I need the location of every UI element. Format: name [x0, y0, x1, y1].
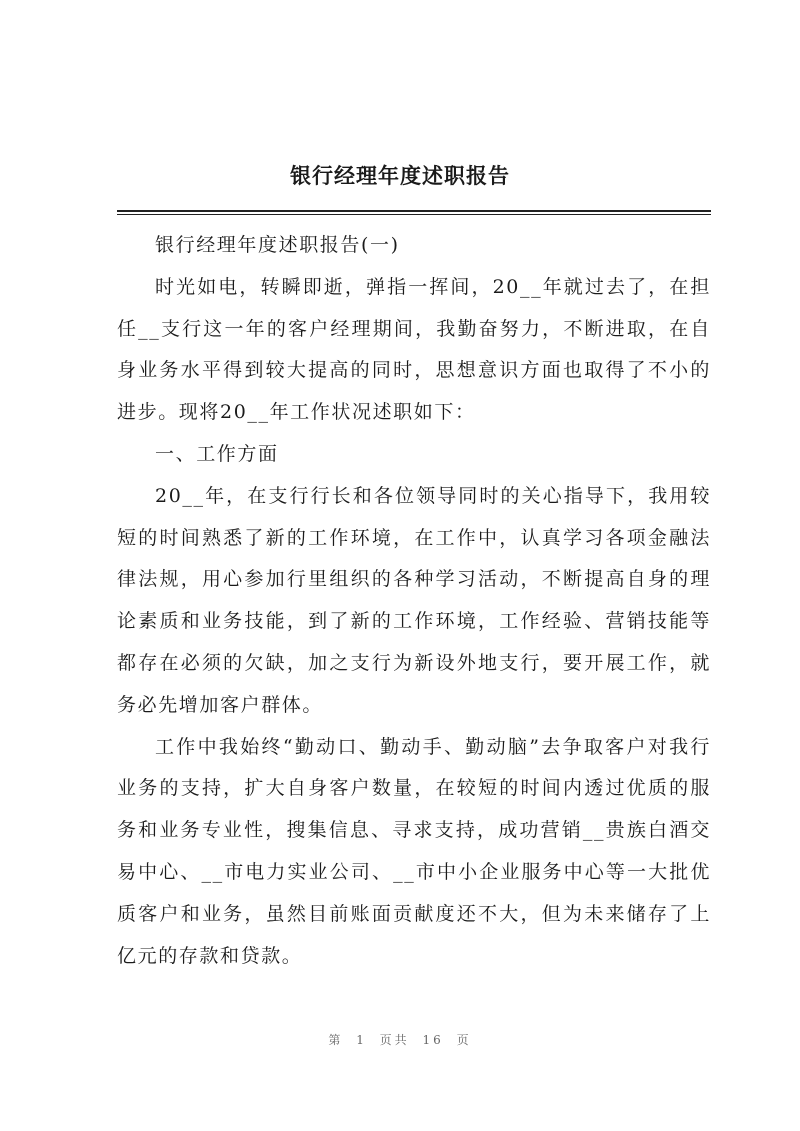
section-heading: 银行经理年度述职报告(一)	[155, 234, 400, 256]
body-paragraph: 20__年，在支行行长和各位领导同时的关心指导下，我用较短的时间熟悉了新的工作环境，在工作中，认真学习各项金融法律法规，用心参加行里组织的各种学习活动，不断提高自身的理论素质和业务技能，到了新的工作环境，工作经验、营销技能等都存在必须的欠缺，加之支行为新设外地支行，要开展工作，就务必先增加客户群体。	[117, 484, 711, 716]
body-paragraph: 工作中我始终“勤动口、勤动手、勤动脑”去争取客户对我行业务的支持，扩大自身客户数量，在较短的时间内透过优质的服务和业务专业性，搜集信息、寻求支持，成功营销__贵族白酒交易中心、__市电力实业公司、__市中小企业服务中心等一大批优质客户和业务，虽然目前账面贡献度还不大，但为未来储存了上亿元的存款和贷款。	[117, 735, 711, 967]
page-title: 银行经理年度述职报告	[290, 164, 510, 188]
page-number: 第 1 页共 16 页	[328, 1033, 472, 1047]
document-body	[117, 225, 711, 977]
title-divider-thin	[117, 214, 711, 215]
title-divider-thick	[117, 210, 711, 212]
body-paragraph: 时光如电，转瞬即逝，弹指一挥间，20__年就过去了，在担任__支行这一年的客户经理期间，我勤奋努力，不断进取，在自身业务水平得到较大提高的同时，思想意识方面也取得了不小的进步。现将20__年工作状况述职如下：	[117, 275, 711, 424]
subsection-heading: 一、工作方面	[155, 442, 279, 465]
